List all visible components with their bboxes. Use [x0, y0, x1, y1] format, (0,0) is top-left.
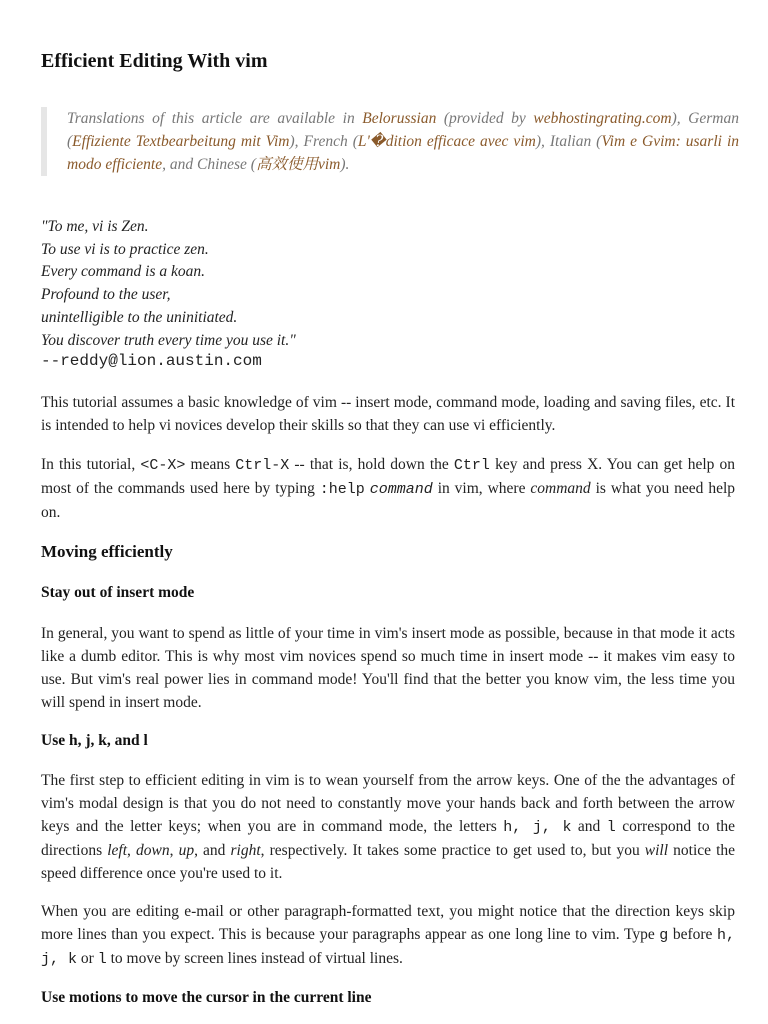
intro-paragraph: This tutorial assumes a basic knowledge of vim -- insert mode, command mode, loading and saving files, etc. It is intended to help vi novices develop their skills so that they can use vi efficiently. [41, 394, 735, 434]
link-italian[interactable]: Vim e Gvim: usarli in modo efficiente [67, 133, 740, 173]
heading-use-hjkl: Use h, j, k, and l [41, 732, 148, 749]
link-chinese[interactable]: 高效使用vim [255, 156, 341, 173]
translations-note [41, 107, 739, 176]
note-text: , and Chinese ( [162, 156, 256, 173]
heading-stay-out-insert: Stay out of insert mode [41, 584, 195, 601]
heading-use-motions: Use motions to move the cursor in the current line [41, 989, 372, 1006]
page-title: Efficient Editing With vim [41, 50, 268, 72]
note-text: ), German ( [67, 110, 739, 150]
hjkl-paragraph: The first step to efficient editing in vim is to wean yourself from the arrow keys. One of the the advantages of vim's modal design is that you do not need to constantly move your hands back and forth between the arrow keys and the letter keys; when you are in command mode, the letters h, j, k and l correspond to the directions left, down, up, and right, respectively. It takes some practice to get used to, but you will notice the speed difference once you're used to it. [41, 772, 736, 882]
poem-line: You discover truth every time you use it." [41, 331, 296, 349]
poem-line: To use vi is to practice zen. [41, 240, 209, 258]
link-german[interactable]: Effiziente Textbearbeitung mit Vim [72, 133, 290, 150]
conventions-paragraph: In this tutorial, <C-X> means Ctrl-X -- that is, hold down the Ctrl key and press X. You can get help on most of the commands used here by typing :help command in vim, where command is what you need help on. [41, 456, 736, 521]
note-text: ). [340, 156, 350, 173]
note-text: (provided by [436, 110, 534, 127]
heading-moving-efficiently: Moving efficiently [41, 542, 173, 561]
poem-line: Every command is a koan. [41, 263, 205, 281]
insert-mode-paragraph: In general, you want to spend as little of your time in vim's insert mode as possible, because in that mode it acts like a dumb editor. This is why most vim novices spend so much time in insert mode -- it makes vim easy to use. But vim's real power lies in command mode! You'll find that the better you know vim, the less time you will spend in insert mode. [41, 625, 735, 711]
quote-signature: --reddy@lion.austin.com [41, 352, 262, 370]
link-webhostingrating[interactable]: webhostingrating.com [533, 110, 672, 127]
link-french[interactable]: L'�dition efficace avec vim [357, 133, 536, 150]
link-belorussian[interactable]: Belorussian [362, 110, 437, 127]
poem-line: unintelligible to the uninitiated. [41, 308, 238, 326]
note-text: ), Italian ( [535, 133, 602, 150]
note-text: Translations of this article are available in [67, 110, 363, 127]
screen-lines-paragraph: When you are editing e-mail or other paragraph-formatted text, you might notice that the direction keys skip more lines than you expect. This is because your paragraphs appear as one long line to vim. Type g before h, j, k or l to move by screen lines instead of virtual lines. [41, 903, 735, 968]
poem-line: Profound to the user, [41, 286, 171, 304]
quote-poem [41, 216, 296, 352]
poem-line: "To me, vi is Zen. [41, 218, 149, 235]
note-text: ), French ( [289, 133, 358, 150]
